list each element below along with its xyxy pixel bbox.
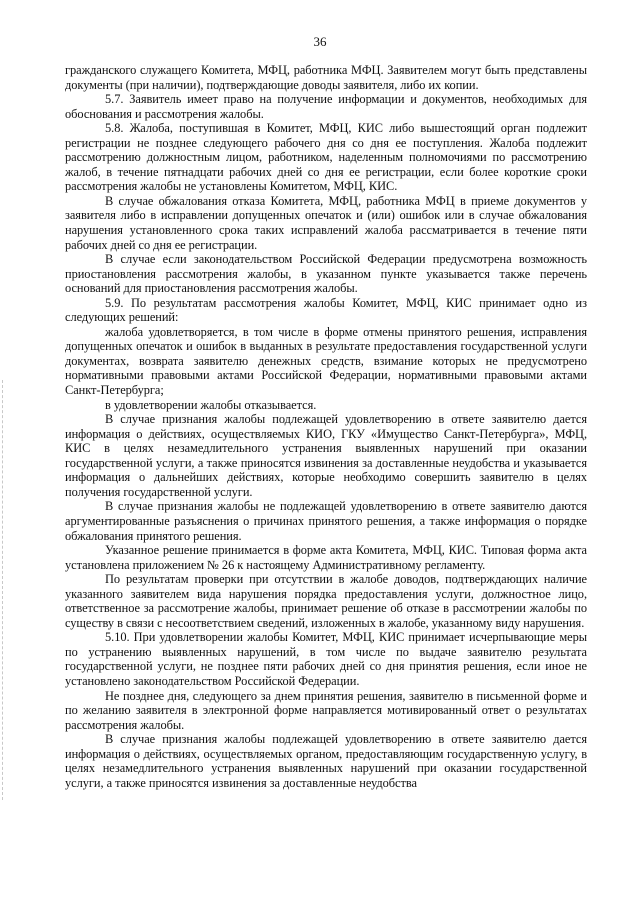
paragraph: в удовлетворении жалобы отказывается. xyxy=(105,397,317,412)
scan-edge-mark xyxy=(2,380,4,800)
paragraph: жалоба удовлетворяется, в том числе в форме отмены принятого решения, исправления допущенных опечаток и ошибок в выданных в результате предоставления государственной услуги документах, возврата заявителю денежных средств, взимание которых не предусмотрено нормативными правовыми актами Российской Федерации, нормативными правовыми актами Санкт-Петербурга; xyxy=(65,324,587,398)
paragraph: В случае признания жалобы подлежащей удовлетворению в ответе заявителю дается информация о действиях, осуществляемых КИО, ГКУ «Имущество Санкт-Петербурга», МФЦ, КИС в целях незамедлительного устранения выявленных нарушений при оказании государственной услуги, а также приносятся извинения за доставленные неудобства и указывается информация о дальнейших действиях, которые необходимо совершить заявителю в целях получения государственной услуги. xyxy=(65,412,587,499)
paragraph: 5.9. По результатам рассмотрения жалобы Комитет, МФЦ, КИС принимает одно из следующих решений: xyxy=(65,295,587,325)
paragraph: В случае обжалования отказа Комитета, МФЦ, работника МФЦ в приеме документов у заявителя либо в исправлении допущенных опечаток и (или) ошибок или в случае обжалования нарушения установленного срока таких исправлений жалоба рассматривается в течение пяти рабочих дней со дня ее регистрации. xyxy=(65,193,587,252)
paragraph: 5.8. Жалоба, поступившая в Комитет, МФЦ, КИС либо вышестоящий орган подлежит регистрации не позднее следующего рабочего дня со дня ее поступления. Жалоба подлежит рассмотрению должностным лицом, работником, наделенным полномочиями по рассмотрению жалоб, в течение пятнадцати рабочих дней со дня ее регистрации, если более короткие сроки рассмотрения жалобы не установлены Комитетом, МФЦ, КИС. xyxy=(65,121,587,194)
paragraph: В случае если законодательством Российской Федерации предусмотрена возможность приостановления рассмотрения жалобы, в указанном пункте указывается также перечень оснований для приостановления рассмотрения жалобы. xyxy=(65,252,587,296)
paragraph: В случае признания жалобы не подлежащей удовлетворению в ответе заявителю даются аргументированные разъяснения о причинах принятого решения, а также информация о порядке обжалования принятого решения. xyxy=(65,499,587,543)
paragraph: 5.10. При удовлетворении жалобы Комитет, МФЦ, КИС принимает исчерпывающие меры по устранению выявленных нарушений, в том числе по выдаче заявителю результата государственной услуги, не позднее пяти рабочих дней со дня принятия решения, если иное не установлено законодательством Российской Федерации. xyxy=(65,630,587,688)
paragraph: гражданского служащего Комитета, МФЦ, работника МФЦ. Заявителем могут быть представлены документы (при наличии), подтверждающие доводы заявителя, либо их копии. xyxy=(65,63,587,92)
paragraph: 5.7. Заявитель имеет право на получение информации и документов, необходимых для обоснования и рассмотрения жалобы. xyxy=(65,92,587,121)
paragraph: Не позднее дня, следующего за днем принятия решения, заявителю в письменной форме и по желанию заявителя в электронной форме направляется мотивированный ответ о результатах рассмотрения жалобы. xyxy=(65,688,587,732)
page-number: 36 xyxy=(313,34,327,49)
document-body xyxy=(65,63,587,790)
paragraph: Указанное решение принимается в форме акта Комитета, МФЦ, КИС. Типовая форма акта установлена приложением № 26 к настоящему Административному регламенту. xyxy=(65,543,587,572)
paragraph: В случае признания жалобы подлежащей удовлетворению в ответе заявителю дается информация о действиях, осуществляемых органом, предоставляющим государственную услугу, в целях незамедлительного устранения выявленных нарушений при оказании государственной услуги, а также приносятся извинения за доставленные неудобства xyxy=(65,732,587,790)
paragraph: По результатам проверки при отсутствии в жалобе доводов, подтверждающих наличие указанного заявителем вида нарушения порядка предоставления услуги, должностное лицо, ответственное за рассмотрение жалобы, принимает решение об отказе в рассмотрении жалобы по существу в связи с несоответствием сведений, изложенных в жалобе, указанному виду нарушения. xyxy=(65,572,587,630)
